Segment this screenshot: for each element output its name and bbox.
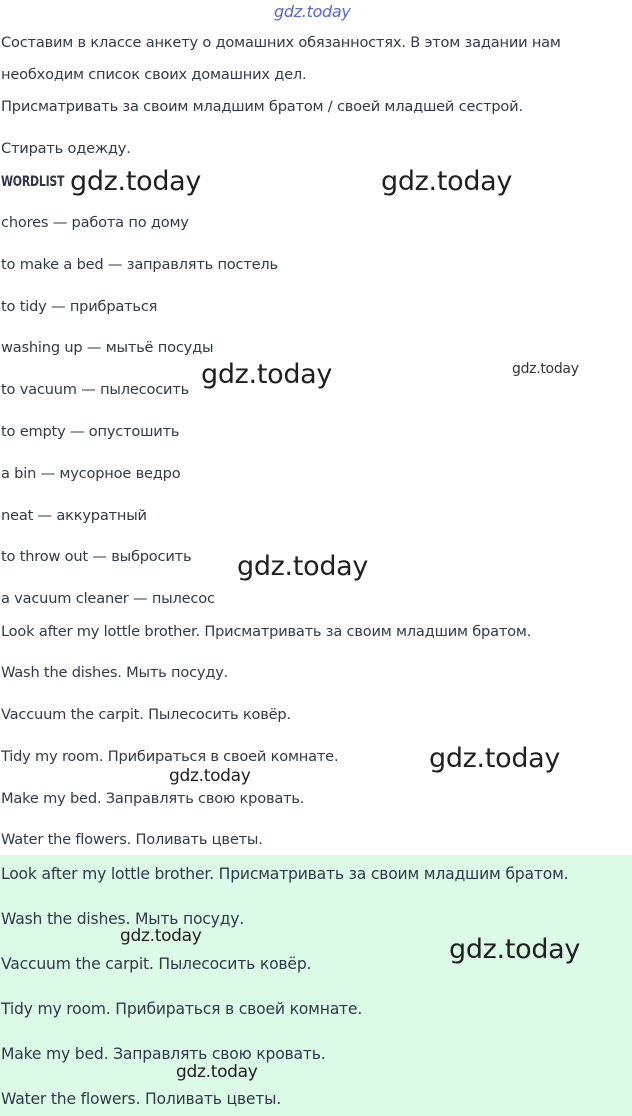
wordlist-item: neat — аккуратный — [1, 507, 147, 524]
sentence-item: Vaccuum the carpit. Пылесосить ковёр. — [1, 706, 291, 723]
watermark: gdz.today — [429, 743, 561, 774]
wordlist-item: washing up — мытьё посуды — [1, 339, 214, 356]
sentence-item: Look after my lottle brother. Присматривать за своим младшим братом. — [1, 623, 532, 640]
sentence-item: Make my bed. Заправлять свою кровать. — [1, 790, 305, 807]
sentence-item: Tidy my room. Прибираться в своей комнате. — [1, 748, 339, 765]
watermark: gdz.today — [201, 359, 333, 390]
wordlist-item: to vacuum — пылесосить — [1, 381, 190, 398]
wordlist-item: to make a bed — заправлять постель — [1, 256, 278, 273]
wordlist-item: a bin — мусорное ведро — [1, 465, 181, 482]
highlighted-sentence: Make my bed. Заправлять свою кровать. — [1, 1045, 326, 1063]
sentence-item: Wash the dishes. Мыть посуду. — [1, 664, 229, 681]
highlighted-sentence: Look after my lottle brother. Присматривать за своим младшим братом. — [1, 865, 569, 883]
header-watermark: gdz.today — [274, 2, 351, 21]
watermark: gdz.today — [237, 551, 369, 582]
highlighted-sentence: Tidy my room. Прибираться в своей комнате. — [1, 1000, 363, 1018]
sentence-item: Water the flowers. Поливать цветы. — [1, 831, 263, 848]
watermark: gdz.today — [70, 166, 202, 197]
intro-line-3: Присматривать за своим младшим братом / своей младшей сестрой. — [1, 98, 523, 115]
highlighted-sentence: Wash the dishes. Мыть посуду. — [1, 910, 245, 928]
intro-line-2: необходим список своих домашних дел. — [1, 66, 307, 83]
highlight-panel — [0, 855, 632, 1116]
highlighted-sentence: Water the flowers. Поливать цветы. — [1, 1090, 282, 1108]
wordlist-item: a vacuum cleaner — пылесос — [1, 590, 215, 607]
watermark: gdz.today — [512, 361, 579, 377]
wordlist-item: chores — работа по дому — [1, 214, 189, 231]
watermark: gdz.today — [169, 766, 251, 786]
intro-line-4: Стирать одежду. — [1, 140, 131, 157]
watermark: gdz.today — [449, 934, 581, 965]
intro-line-1: Составим в классе анкету о домашних обязанностях. В этом задании нам — [1, 34, 561, 51]
watermark: gdz.today — [381, 166, 513, 197]
wordlist-item: to throw out — выбросить — [1, 548, 192, 565]
watermark: gdz.today — [120, 926, 202, 946]
wordlist-item: to tidy — прибраться — [1, 298, 158, 315]
wordlist-item: to empty — опустошить — [1, 423, 180, 440]
highlighted-sentence: Vaccuum the carpit. Пылесосить ковёр. — [1, 955, 312, 973]
watermark: gdz.today — [176, 1062, 258, 1082]
wordlist-heading: WORDLIST — [1, 174, 65, 190]
